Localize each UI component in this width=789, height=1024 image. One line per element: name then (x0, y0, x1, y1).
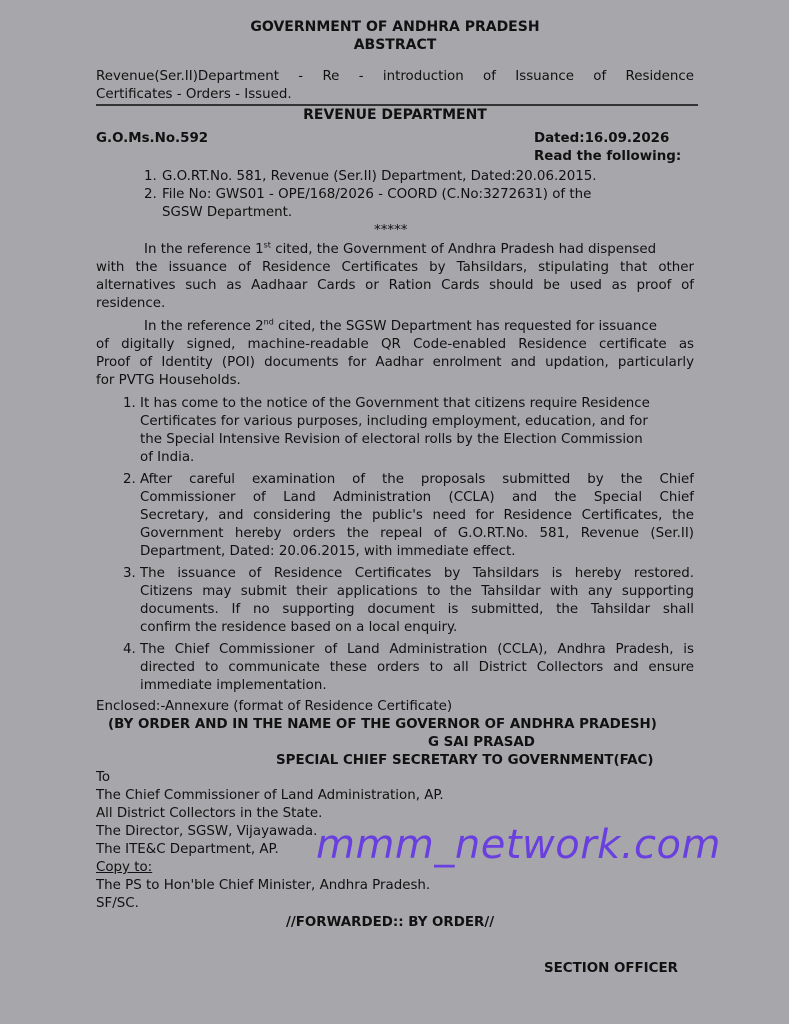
go-date: Dated:16.09.2026 (534, 131, 670, 146)
divider (96, 104, 698, 106)
signatory-title: SPECIAL CHIEF SECRETARY TO GOVERNMENT(FAC) (276, 753, 654, 768)
paragraph-1-line: residence. (96, 296, 166, 311)
paragraph-2-line: In the reference 2nd cited, the SGSW Department has requested for issuance (144, 317, 657, 334)
subject-line-2: Certificates - Orders - Issued. (96, 87, 292, 102)
watermark-text: mmm_network.com (316, 822, 721, 868)
paragraph-1-line: In the reference 1st cited, the Government of Andhra Pradesh had dispensed (144, 240, 657, 257)
go-number: G.O.Ms.No.592 (96, 131, 209, 146)
forwarded-line: //FORWARDED:: BY ORDER// (286, 915, 495, 930)
copy-recipient: SF/SC. (96, 896, 139, 911)
recipient: The Director, SGSW, Vijayawada. (96, 824, 318, 839)
reference-text: G.O.RT.No. 581, Revenue (Ser.II) Department, Dated:20.06.2015. (162, 169, 597, 184)
point-3-line: The issuance of Residence Certificates by Tahsildars is hereby restored. (140, 566, 694, 581)
by-order-line: (BY ORDER AND IN THE NAME OF THE GOVERNOR OF ANDHRA PRADESH) (108, 717, 657, 732)
point-3-line: confirm the residence based on a local enquiry. (140, 620, 458, 635)
point-2-line: Department, Dated: 20.06.2015, with immediate effect. (140, 544, 516, 559)
copy-recipient: The PS to Hon'ble Chief Minister, Andhra Pradesh. (96, 878, 431, 893)
government-heading: GOVERNMENT OF ANDHRA PRADESH (250, 19, 540, 35)
point-3-line: documents. If no supporting document is submitted, the Tahsildar shall (140, 602, 694, 617)
reference-text: SGSW Department. (162, 205, 293, 220)
paragraph-1-line: alternatives such as Aadhaar Cards or Ration Cards should be used as proof of (96, 278, 694, 293)
subject-line-1: Revenue(Ser.II)Department - Re - introduction of Issuance of Residence (96, 69, 694, 84)
recipient: The ITE&C Department, AP. (96, 842, 279, 857)
reference-number: 1. (144, 169, 157, 184)
point-1-line: the Special Intensive Revision of electoral rolls by the Election Commission (140, 432, 643, 447)
point-2-line: Government hereby orders the repeal of G.O.RT.No. 581, Revenue (Ser.II) (140, 526, 694, 541)
point-number: 3. (123, 566, 136, 581)
point-2-line: After careful examination of the proposals submitted by the Chief (140, 472, 694, 487)
read-following-label: Read the following: (534, 149, 682, 164)
reference-number: 2. (144, 187, 157, 202)
point-1-line: of India. (140, 450, 195, 465)
to-label: To (96, 770, 111, 785)
point-3-line: Citizens may submit their applications to the Tahsildar with any supporting (140, 584, 694, 599)
point-number: 2. (123, 472, 136, 487)
department-heading: REVENUE DEPARTMENT (303, 107, 487, 123)
reference-text: File No: GWS01 - OPE/168/2026 - COORD (C.No:3272631) of the (162, 187, 592, 202)
recipient: The Chief Commissioner of Land Administration, AP. (96, 788, 444, 803)
point-1-line: Certificates for various purposes, including employment, education, and for (140, 414, 648, 429)
section-officer: SECTION OFFICER (544, 961, 678, 976)
point-4-line: immediate implementation. (140, 678, 327, 693)
separator-stars: ***** (374, 223, 408, 238)
signatory-name: G SAI PRASAD (428, 735, 535, 750)
paragraph-2-line: for PVTG Households. (96, 373, 241, 388)
recipient: All District Collectors in the State. (96, 806, 323, 821)
point-number: 1. (123, 396, 136, 411)
enclosure-note: Enclosed:-Annexure (format of Residence Certificate) (96, 699, 453, 714)
point-4-line: directed to communicate these orders to all District Collectors and ensure (140, 660, 694, 675)
paragraph-2-line: of digitally signed, machine-readable QR Code-enabled Residence certificate as (96, 337, 694, 352)
abstract-heading: ABSTRACT (353, 37, 437, 53)
point-1-line: It has come to the notice of the Government that citizens require Residence (140, 396, 650, 411)
paragraph-2-line: Proof of Identity (POI) documents for Aadhar enrolment and updation, particularly (96, 355, 694, 370)
point-number: 4. (123, 642, 136, 657)
point-2-line: Secretary, and considering the public's need for Residence Certificates, the (140, 508, 694, 523)
point-4-line: The Chief Commissioner of Land Administration (CCLA), Andhra Pradesh, is (140, 642, 694, 657)
paragraph-1-line: with the issuance of Residence Certificates by Tahsildars, stipulating that other (96, 260, 694, 275)
point-2-line: Commissioner of Land Administration (CCLA) and the Special Chief (140, 490, 694, 505)
copy-to-label: Copy to: (96, 860, 153, 875)
